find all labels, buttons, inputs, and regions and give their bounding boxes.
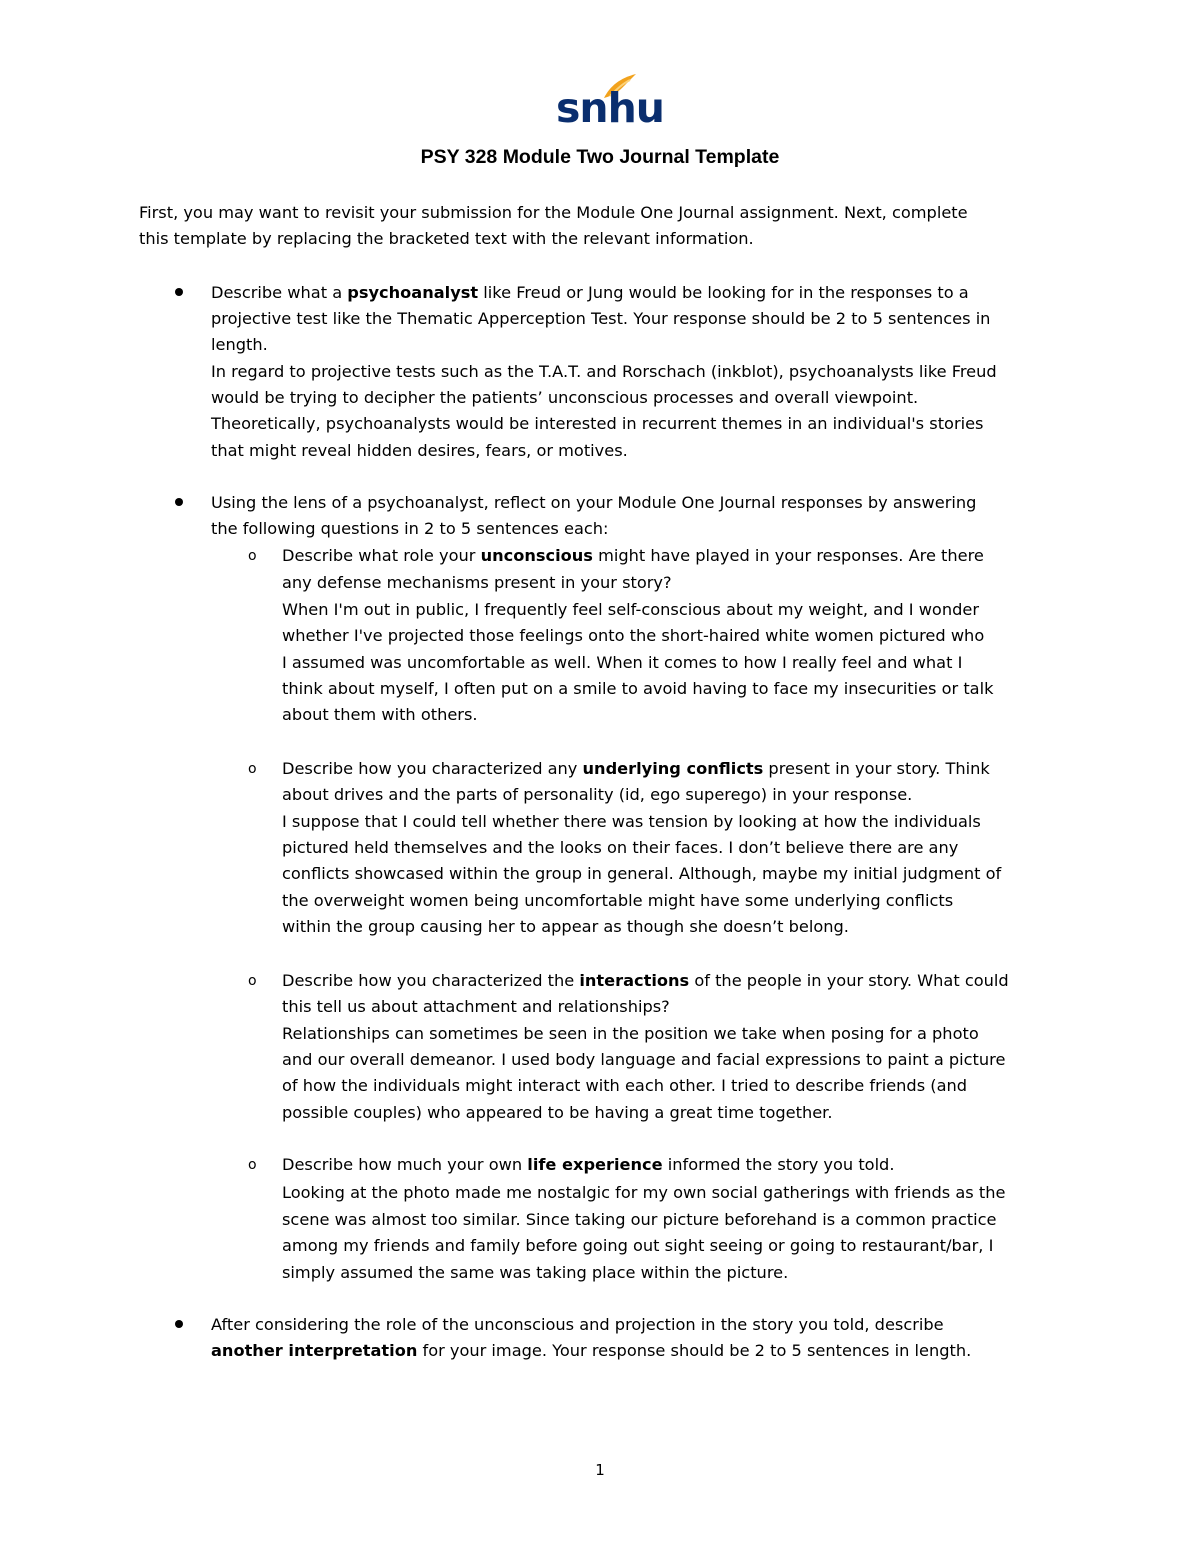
question-text: like Freud or Jung would be looking for in the responses to a — [478, 283, 969, 302]
answer-line: among my friends and family before going out sight seeing or going to restaurant/bar, I — [282, 1236, 994, 1255]
answer-line: pictured held themselves and the looks on their faces. I don’t believe there are any — [282, 838, 959, 857]
question-line — [211, 280, 969, 306]
question-line: Using the lens of a psychoanalyst, reflect on your Module One Journal responses by answering — [211, 493, 977, 512]
question-text: informed the story you told. — [662, 1155, 895, 1174]
question-line: projective test like the Thematic Apperception Test. Your response should be 2 to 5 sentences in — [211, 309, 991, 328]
page-number: 1 — [595, 1461, 605, 1479]
sub-bullet-icon: o — [248, 1157, 257, 1173]
answer-line: Theoretically, psychoanalysts would be interested in recurrent themes in an individual's stories — [211, 414, 984, 433]
key-term: another interpretation — [211, 1341, 418, 1360]
key-term: interactions — [579, 971, 690, 990]
key-term: life experience — [527, 1155, 663, 1174]
question-line: this tell us about attachment and relationships? — [282, 997, 670, 1016]
question-text: for your image. Your response should be 2 to 5 sentences in length. — [417, 1341, 972, 1360]
key-term: unconscious — [480, 546, 593, 565]
answer-line: In regard to projective tests such as the T.A.T. and Rorschach (inkblot), psychoanalysts like Freud — [211, 362, 997, 381]
question-text: present in your story. Think — [763, 759, 990, 778]
page-title: PSY 328 Module Two Journal Template — [420, 146, 780, 168]
question-line — [282, 756, 990, 782]
question-text: of the people in your story. What could — [689, 971, 1009, 990]
answer-line: scene was almost too similar. Since taking our picture beforehand is a common practice — [282, 1210, 997, 1229]
question-line — [282, 968, 1009, 994]
answer-line: would be trying to decipher the patients’ unconscious processes and overall viewpoint. — [211, 388, 919, 407]
answer-line: think about myself, I often put on a smile to avoid having to face my insecurities or talk — [282, 679, 994, 698]
bullet-icon — [175, 288, 183, 296]
question-text: Describe how you characterized the — [282, 971, 580, 990]
answer-line: conflicts showcased within the group in general. Although, maybe my initial judgment of — [282, 864, 1002, 883]
question-text: Describe what a — [211, 283, 348, 302]
answer-line: the overweight women being uncomfortable might have some underlying conflicts — [282, 891, 954, 910]
answer-line: within the group causing her to appear as though she doesn’t belong. — [282, 917, 849, 936]
answer-line: about them with others. — [282, 705, 478, 724]
bullet-icon — [175, 498, 183, 506]
answer-line: of how the individuals might interact with each other. I tried to describe friends (and — [282, 1076, 968, 1095]
sub-bullet-icon: o — [248, 548, 257, 564]
key-term: psychoanalyst — [347, 283, 479, 302]
answer-line: that might reveal hidden desires, fears, or motives. — [211, 441, 628, 460]
intro-line: this template by replacing the bracketed text with the relevant information. — [139, 229, 754, 248]
key-term: underlying conflicts — [582, 759, 764, 778]
answer-line: When I'm out in public, I frequently feel self-conscious about my weight, and I wonder — [282, 600, 979, 619]
answer-line: whether I've projected those feelings onto the short-haired white women pictured who — [282, 626, 985, 645]
answer-line: possible couples) who appeared to be having a great time together. — [282, 1103, 833, 1122]
answer-line: Looking at the photo made me nostalgic for my own social gatherings with friends as the — [282, 1183, 1006, 1202]
question-line: about drives and the parts of personality (id, ego superego) in your response. — [282, 785, 913, 804]
answer-line: and our overall demeanor. I used body language and facial expressions to paint a picture — [282, 1050, 1006, 1069]
question-text: Describe what role your — [282, 546, 481, 565]
question-line: the following questions in 2 to 5 sentences each: — [211, 519, 609, 538]
snhu-logo: snhu — [556, 84, 664, 132]
answer-line: Relationships can sometimes be seen in the position we take when posing for a photo — [282, 1024, 979, 1043]
sub-bullet-icon: o — [248, 973, 257, 989]
sub-bullet-icon: o — [248, 761, 257, 777]
answer-line: simply assumed the same was taking place within the picture. — [282, 1263, 789, 1282]
question-line: any defense mechanisms present in your story? — [282, 573, 672, 592]
question-line: length. — [211, 335, 268, 354]
question-line — [282, 543, 984, 569]
question-text: might have played in your responses. Are there — [592, 546, 984, 565]
bullet-icon — [175, 1320, 183, 1328]
question-text: Describe how you characterized any — [282, 759, 583, 778]
question-line — [211, 1338, 971, 1364]
question-line: After considering the role of the unconscious and projection in the story you told, describe — [211, 1315, 944, 1334]
answer-line: I assumed was uncomfortable as well. When it comes to how I really feel and what I — [282, 653, 963, 672]
intro-line: First, you may want to revisit your submission for the Module One Journal assignment. Next, complete — [139, 203, 968, 222]
answer-line: I suppose that I could tell whether there was tension by looking at how the individuals — [282, 812, 981, 831]
question-text: Describe how much your own — [282, 1155, 528, 1174]
question-line — [282, 1152, 894, 1178]
